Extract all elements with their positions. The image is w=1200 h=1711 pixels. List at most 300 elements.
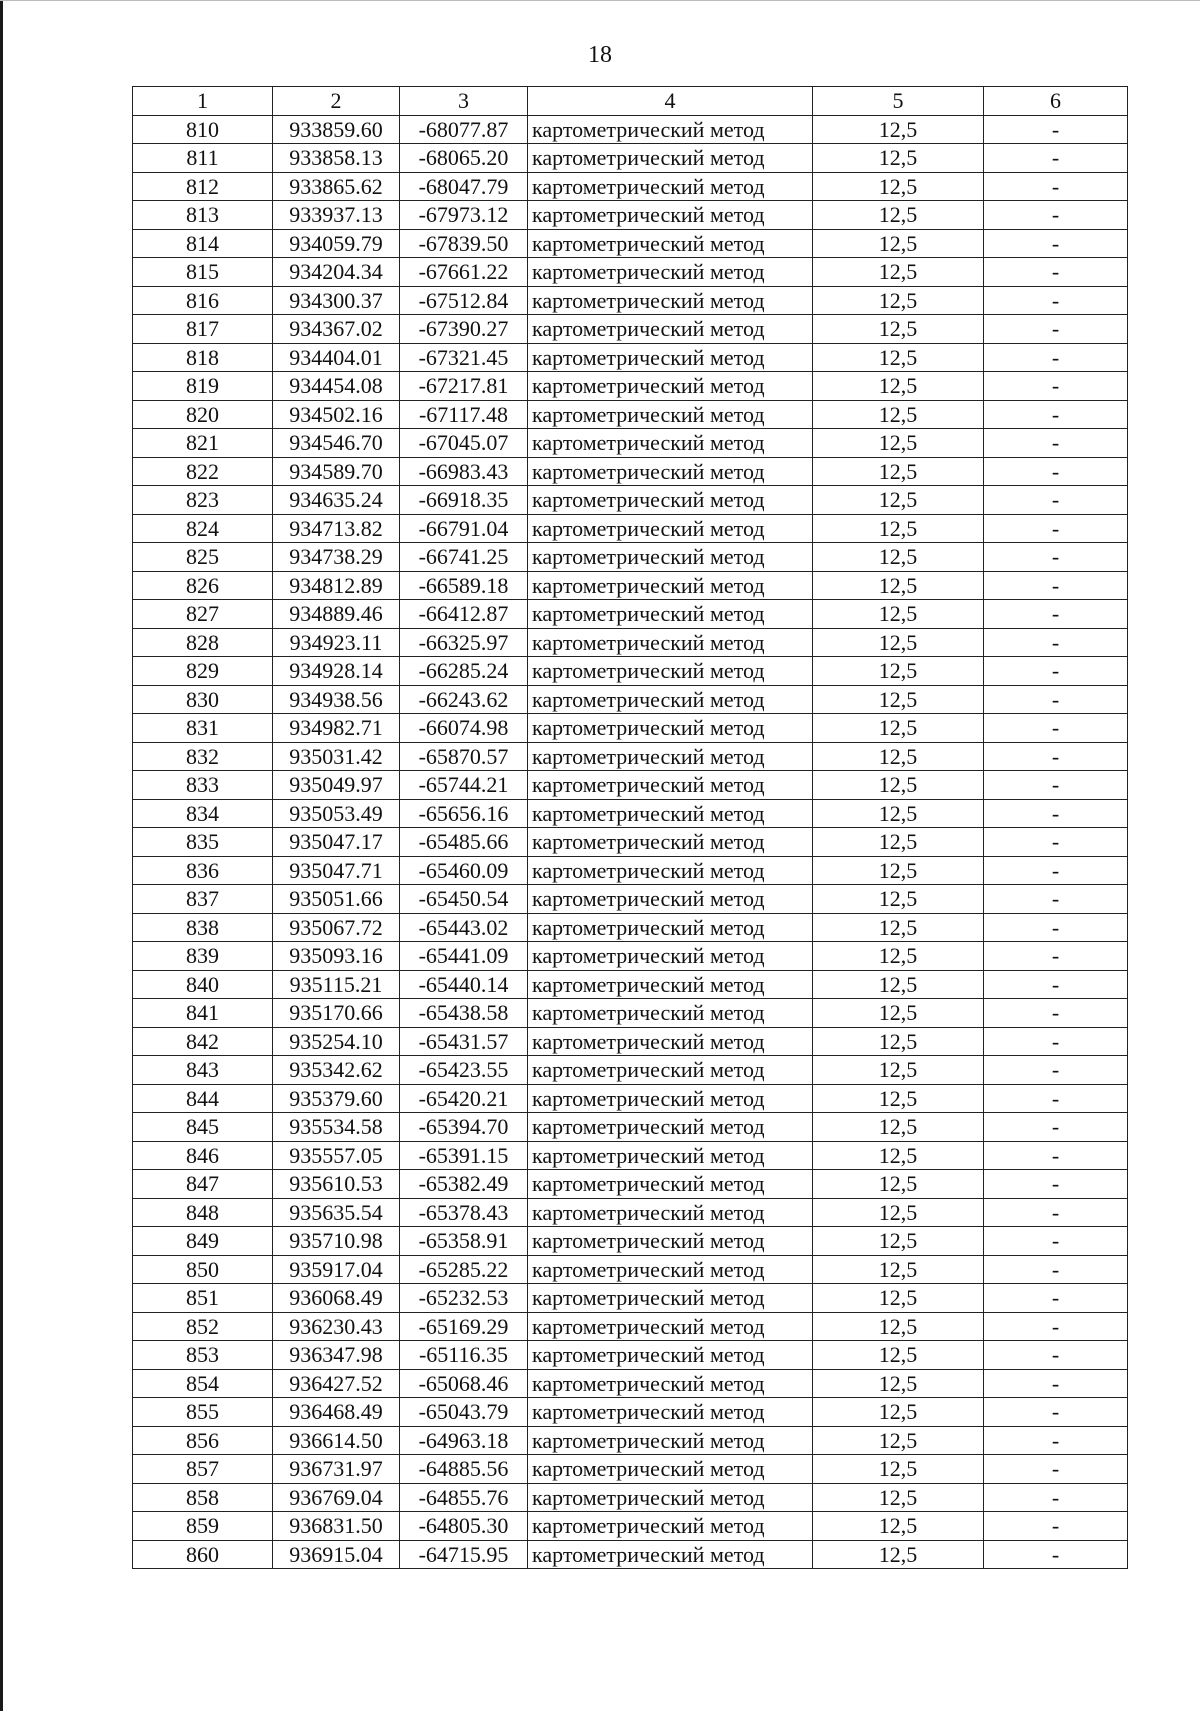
- cell-note: -: [984, 1512, 1128, 1541]
- table-row: [133, 258, 1128, 287]
- cell-note: -: [984, 201, 1128, 230]
- cell-x-coordinate: 935067.72: [273, 913, 400, 942]
- cell-point-number: 850: [133, 1255, 273, 1284]
- cell-method: картометрический метод: [528, 600, 813, 629]
- cell-y-coordinate: -68065.20: [400, 144, 528, 173]
- cell-method: картометрический метод: [528, 486, 813, 515]
- cell-x-coordinate: 936915.04: [273, 1540, 400, 1569]
- cell-y-coordinate: -65485.66: [400, 828, 528, 857]
- cell-method: картометрический метод: [528, 771, 813, 800]
- cell-x-coordinate: 936468.49: [273, 1398, 400, 1427]
- cell-x-coordinate: 934404.01: [273, 343, 400, 372]
- cell-x-coordinate: 935557.05: [273, 1141, 400, 1170]
- table-row: [133, 1198, 1128, 1227]
- table-row: [133, 457, 1128, 486]
- cell-x-coordinate: 935047.71: [273, 856, 400, 885]
- cell-y-coordinate: -66325.97: [400, 628, 528, 657]
- cell-y-coordinate: -65043.79: [400, 1398, 528, 1427]
- cell-y-coordinate: -64885.56: [400, 1455, 528, 1484]
- cell-x-coordinate: 934923.11: [273, 628, 400, 657]
- cell-method: картометрический метод: [528, 685, 813, 714]
- cell-y-coordinate: -64963.18: [400, 1426, 528, 1455]
- cell-y-coordinate: -67390.27: [400, 315, 528, 344]
- cell-point-number: 820: [133, 400, 273, 429]
- cell-point-number: 827: [133, 600, 273, 629]
- cell-x-coordinate: 935031.42: [273, 742, 400, 771]
- cell-accuracy: 12,5: [813, 486, 984, 515]
- cell-method: картометрический метод: [528, 1284, 813, 1313]
- cell-x-coordinate: 935051.66: [273, 885, 400, 914]
- cell-accuracy: 12,5: [813, 885, 984, 914]
- table-row: [133, 600, 1128, 629]
- column-header-4: 4: [528, 87, 813, 116]
- cell-x-coordinate: 934204.34: [273, 258, 400, 287]
- cell-method: картометрический метод: [528, 372, 813, 401]
- cell-point-number: 814: [133, 229, 273, 258]
- table-row: [133, 799, 1128, 828]
- table-row: [133, 942, 1128, 971]
- cell-method: картометрический метод: [528, 343, 813, 372]
- cell-x-coordinate: 935093.16: [273, 942, 400, 971]
- cell-note: -: [984, 657, 1128, 686]
- column-header-3: 3: [400, 87, 528, 116]
- cell-method: картометрический метод: [528, 1170, 813, 1199]
- cell-note: -: [984, 486, 1128, 515]
- table-row: [133, 1341, 1128, 1370]
- cell-accuracy: 12,5: [813, 685, 984, 714]
- cell-method: картометрический метод: [528, 201, 813, 230]
- cell-x-coordinate: 936614.50: [273, 1426, 400, 1455]
- cell-y-coordinate: -65438.58: [400, 999, 528, 1028]
- cell-accuracy: 12,5: [813, 1426, 984, 1455]
- cell-point-number: 847: [133, 1170, 273, 1199]
- cell-point-number: 819: [133, 372, 273, 401]
- cell-x-coordinate: 935049.97: [273, 771, 400, 800]
- cell-y-coordinate: -68077.87: [400, 115, 528, 144]
- table-row: [133, 1483, 1128, 1512]
- column-header-2: 2: [273, 87, 400, 116]
- cell-note: -: [984, 514, 1128, 543]
- cell-accuracy: 12,5: [813, 1141, 984, 1170]
- cell-method: картометрический метод: [528, 742, 813, 771]
- cell-method: картометрический метод: [528, 970, 813, 999]
- cell-y-coordinate: -65382.49: [400, 1170, 528, 1199]
- cell-point-number: 856: [133, 1426, 273, 1455]
- cell-point-number: 839: [133, 942, 273, 971]
- cell-accuracy: 12,5: [813, 1027, 984, 1056]
- cell-accuracy: 12,5: [813, 742, 984, 771]
- cell-point-number: 815: [133, 258, 273, 287]
- cell-point-number: 849: [133, 1227, 273, 1256]
- cell-note: -: [984, 115, 1128, 144]
- cell-note: -: [984, 343, 1128, 372]
- cell-y-coordinate: -67321.45: [400, 343, 528, 372]
- cell-accuracy: 12,5: [813, 172, 984, 201]
- cell-note: -: [984, 828, 1128, 857]
- cell-x-coordinate: 934738.29: [273, 543, 400, 572]
- table-row: [133, 1084, 1128, 1113]
- cell-point-number: 834: [133, 799, 273, 828]
- cell-note: -: [984, 1170, 1128, 1199]
- column-header-5: 5: [813, 87, 984, 116]
- cell-accuracy: 12,5: [813, 258, 984, 287]
- cell-accuracy: 12,5: [813, 1170, 984, 1199]
- cell-accuracy: 12,5: [813, 571, 984, 600]
- cell-x-coordinate: 936731.97: [273, 1455, 400, 1484]
- cell-point-number: 853: [133, 1341, 273, 1370]
- cell-point-number: 838: [133, 913, 273, 942]
- cell-accuracy: 12,5: [813, 315, 984, 344]
- cell-note: -: [984, 1341, 1128, 1370]
- cell-accuracy: 12,5: [813, 1056, 984, 1085]
- table-row: [133, 514, 1128, 543]
- cell-note: -: [984, 172, 1128, 201]
- cell-point-number: 818: [133, 343, 273, 372]
- cell-note: -: [984, 1056, 1128, 1085]
- cell-point-number: 852: [133, 1312, 273, 1341]
- cell-y-coordinate: -67661.22: [400, 258, 528, 287]
- cell-point-number: 841: [133, 999, 273, 1028]
- table-row: [133, 1284, 1128, 1313]
- cell-method: картометрический метод: [528, 571, 813, 600]
- cell-x-coordinate: 933865.62: [273, 172, 400, 201]
- cell-method: картометрический метод: [528, 913, 813, 942]
- cell-accuracy: 12,5: [813, 942, 984, 971]
- cell-method: картометрический метод: [528, 1369, 813, 1398]
- cell-method: картометрический метод: [528, 999, 813, 1028]
- table-row: [133, 771, 1128, 800]
- cell-note: -: [984, 1227, 1128, 1256]
- cell-point-number: 833: [133, 771, 273, 800]
- cell-accuracy: 12,5: [813, 600, 984, 629]
- cell-y-coordinate: -65423.55: [400, 1056, 528, 1085]
- cell-accuracy: 12,5: [813, 400, 984, 429]
- cell-x-coordinate: 936230.43: [273, 1312, 400, 1341]
- cell-method: картометрический метод: [528, 1198, 813, 1227]
- cell-point-number: 817: [133, 315, 273, 344]
- cell-method: картометрический метод: [528, 1540, 813, 1569]
- cell-accuracy: 12,5: [813, 429, 984, 458]
- table-row: [133, 999, 1128, 1028]
- cell-x-coordinate: 935047.17: [273, 828, 400, 857]
- table-row: [133, 172, 1128, 201]
- cell-note: -: [984, 571, 1128, 600]
- cell-x-coordinate: 936347.98: [273, 1341, 400, 1370]
- cell-point-number: 832: [133, 742, 273, 771]
- cell-x-coordinate: 934713.82: [273, 514, 400, 543]
- table-header-row: [133, 87, 1128, 116]
- cell-x-coordinate: 935610.53: [273, 1170, 400, 1199]
- cell-note: -: [984, 685, 1128, 714]
- cell-method: картометрический метод: [528, 1113, 813, 1142]
- table-row: [133, 628, 1128, 657]
- cell-x-coordinate: 934938.56: [273, 685, 400, 714]
- cell-point-number: 811: [133, 144, 273, 173]
- cell-y-coordinate: -67117.48: [400, 400, 528, 429]
- cell-method: картометрический метод: [528, 1341, 813, 1370]
- cell-note: -: [984, 856, 1128, 885]
- cell-x-coordinate: 934982.71: [273, 714, 400, 743]
- cell-y-coordinate: -66412.87: [400, 600, 528, 629]
- cell-y-coordinate: -65656.16: [400, 799, 528, 828]
- table-row: [133, 1027, 1128, 1056]
- table-row: [133, 1312, 1128, 1341]
- cell-method: картометрический метод: [528, 1255, 813, 1284]
- table-row: [133, 229, 1128, 258]
- cell-note: -: [984, 1426, 1128, 1455]
- table-row: [133, 486, 1128, 515]
- cell-y-coordinate: -65440.14: [400, 970, 528, 999]
- cell-point-number: 821: [133, 429, 273, 458]
- cell-method: картометрический метод: [528, 543, 813, 572]
- cell-method: картометрический метод: [528, 657, 813, 686]
- cell-note: -: [984, 1312, 1128, 1341]
- table-row: [133, 201, 1128, 230]
- cell-note: -: [984, 628, 1128, 657]
- cell-y-coordinate: -65744.21: [400, 771, 528, 800]
- cell-note: -: [984, 999, 1128, 1028]
- cell-x-coordinate: 935379.60: [273, 1084, 400, 1113]
- table-row: [133, 115, 1128, 144]
- cell-accuracy: 12,5: [813, 1284, 984, 1313]
- table-row: [133, 1056, 1128, 1085]
- cell-accuracy: 12,5: [813, 286, 984, 315]
- cell-method: картометрический метод: [528, 115, 813, 144]
- table-row: [133, 429, 1128, 458]
- cell-note: -: [984, 258, 1128, 287]
- cell-point-number: 843: [133, 1056, 273, 1085]
- cell-method: картометрический метод: [528, 144, 813, 173]
- table-row: [133, 1512, 1128, 1541]
- cell-x-coordinate: 935710.98: [273, 1227, 400, 1256]
- cell-note: -: [984, 742, 1128, 771]
- cell-method: картометрический метод: [528, 400, 813, 429]
- cell-accuracy: 12,5: [813, 1341, 984, 1370]
- cell-method: картометрический метод: [528, 799, 813, 828]
- table-row: [133, 1369, 1128, 1398]
- cell-note: -: [984, 315, 1128, 344]
- cell-accuracy: 12,5: [813, 115, 984, 144]
- cell-point-number: 857: [133, 1455, 273, 1484]
- table-row: [133, 1141, 1128, 1170]
- cell-method: картометрический метод: [528, 429, 813, 458]
- cell-point-number: 823: [133, 486, 273, 515]
- table-row: [133, 543, 1128, 572]
- cell-accuracy: 12,5: [813, 657, 984, 686]
- cell-x-coordinate: 935115.21: [273, 970, 400, 999]
- cell-method: картометрический метод: [528, 1227, 813, 1256]
- cell-x-coordinate: 934928.14: [273, 657, 400, 686]
- cell-accuracy: 12,5: [813, 514, 984, 543]
- cell-x-coordinate: 934502.16: [273, 400, 400, 429]
- coordinates-table: [132, 86, 1128, 1569]
- table-row: [133, 714, 1128, 743]
- cell-note: -: [984, 1398, 1128, 1427]
- cell-note: -: [984, 1084, 1128, 1113]
- cell-y-coordinate: -67973.12: [400, 201, 528, 230]
- cell-y-coordinate: -64805.30: [400, 1512, 528, 1541]
- cell-x-coordinate: 933937.13: [273, 201, 400, 230]
- cell-point-number: 858: [133, 1483, 273, 1512]
- cell-note: -: [984, 885, 1128, 914]
- cell-note: -: [984, 1483, 1128, 1512]
- cell-x-coordinate: 936427.52: [273, 1369, 400, 1398]
- cell-method: картометрический метод: [528, 1084, 813, 1113]
- cell-x-coordinate: 936831.50: [273, 1512, 400, 1541]
- cell-note: -: [984, 970, 1128, 999]
- table-row: [133, 1170, 1128, 1199]
- cell-y-coordinate: -66589.18: [400, 571, 528, 600]
- cell-method: картометрический метод: [528, 1398, 813, 1427]
- cell-accuracy: 12,5: [813, 1398, 984, 1427]
- table-row: [133, 828, 1128, 857]
- cell-point-number: 812: [133, 172, 273, 201]
- cell-method: картометрический метод: [528, 628, 813, 657]
- cell-y-coordinate: -65068.46: [400, 1369, 528, 1398]
- cell-y-coordinate: -66918.35: [400, 486, 528, 515]
- cell-note: -: [984, 1113, 1128, 1142]
- table-row: [133, 1227, 1128, 1256]
- table-row: [133, 315, 1128, 344]
- cell-x-coordinate: 936769.04: [273, 1483, 400, 1512]
- cell-accuracy: 12,5: [813, 1512, 984, 1541]
- cell-note: -: [984, 144, 1128, 173]
- cell-y-coordinate: -65169.29: [400, 1312, 528, 1341]
- cell-method: картометрический метод: [528, 258, 813, 287]
- cell-y-coordinate: -65285.22: [400, 1255, 528, 1284]
- cell-method: картометрический метод: [528, 315, 813, 344]
- cell-y-coordinate: -65443.02: [400, 913, 528, 942]
- cell-point-number: 840: [133, 970, 273, 999]
- cell-y-coordinate: -65394.70: [400, 1113, 528, 1142]
- cell-x-coordinate: 934589.70: [273, 457, 400, 486]
- cell-accuracy: 12,5: [813, 1483, 984, 1512]
- cell-x-coordinate: 934300.37: [273, 286, 400, 315]
- cell-y-coordinate: -65116.35: [400, 1341, 528, 1370]
- cell-x-coordinate: 935254.10: [273, 1027, 400, 1056]
- cell-accuracy: 12,5: [813, 999, 984, 1028]
- cell-y-coordinate: -65358.91: [400, 1227, 528, 1256]
- cell-method: картометрический метод: [528, 1056, 813, 1085]
- cell-x-coordinate: 935342.62: [273, 1056, 400, 1085]
- cell-x-coordinate: 934454.08: [273, 372, 400, 401]
- cell-point-number: 822: [133, 457, 273, 486]
- table-row: [133, 742, 1128, 771]
- cell-accuracy: 12,5: [813, 144, 984, 173]
- cell-y-coordinate: -66285.24: [400, 657, 528, 686]
- cell-point-number: 845: [133, 1113, 273, 1142]
- table-row: [133, 1398, 1128, 1427]
- cell-method: картометрический метод: [528, 828, 813, 857]
- cell-note: -: [984, 286, 1128, 315]
- cell-note: -: [984, 457, 1128, 486]
- cell-point-number: 859: [133, 1512, 273, 1541]
- cell-method: картометрический метод: [528, 885, 813, 914]
- cell-accuracy: 12,5: [813, 856, 984, 885]
- cell-point-number: 828: [133, 628, 273, 657]
- cell-point-number: 848: [133, 1198, 273, 1227]
- table-row: [133, 1255, 1128, 1284]
- cell-x-coordinate: 935635.54: [273, 1198, 400, 1227]
- table-row: [133, 913, 1128, 942]
- cell-accuracy: 12,5: [813, 1540, 984, 1569]
- page-number: 18: [588, 42, 612, 68]
- cell-x-coordinate: 933858.13: [273, 144, 400, 173]
- cell-note: -: [984, 942, 1128, 971]
- table-row: [133, 685, 1128, 714]
- cell-method: картометрический метод: [528, 1512, 813, 1541]
- cell-note: -: [984, 1027, 1128, 1056]
- column-header-1: 1: [133, 87, 273, 116]
- cell-note: -: [984, 1284, 1128, 1313]
- cell-point-number: 854: [133, 1369, 273, 1398]
- cell-y-coordinate: -67045.07: [400, 429, 528, 458]
- cell-point-number: 836: [133, 856, 273, 885]
- cell-point-number: 826: [133, 571, 273, 600]
- cell-y-coordinate: -65232.53: [400, 1284, 528, 1313]
- cell-method: картометрический метод: [528, 1483, 813, 1512]
- cell-method: картометрический метод: [528, 1426, 813, 1455]
- cell-x-coordinate: 934059.79: [273, 229, 400, 258]
- cell-note: -: [984, 229, 1128, 258]
- cell-y-coordinate: -65420.21: [400, 1084, 528, 1113]
- cell-note: -: [984, 1255, 1128, 1284]
- cell-note: -: [984, 1455, 1128, 1484]
- cell-point-number: 837: [133, 885, 273, 914]
- cell-method: картометрический метод: [528, 1141, 813, 1170]
- cell-method: картометрический метод: [528, 1312, 813, 1341]
- table-row: [133, 1426, 1128, 1455]
- cell-accuracy: 12,5: [813, 828, 984, 857]
- cell-accuracy: 12,5: [813, 543, 984, 572]
- cell-point-number: 860: [133, 1540, 273, 1569]
- cell-point-number: 825: [133, 543, 273, 572]
- cell-x-coordinate: 934546.70: [273, 429, 400, 458]
- cell-y-coordinate: -65431.57: [400, 1027, 528, 1056]
- cell-x-coordinate: 935170.66: [273, 999, 400, 1028]
- table-row: [133, 1540, 1128, 1569]
- cell-y-coordinate: -64855.76: [400, 1483, 528, 1512]
- cell-note: -: [984, 913, 1128, 942]
- cell-accuracy: 12,5: [813, 372, 984, 401]
- table-row: [133, 1455, 1128, 1484]
- cell-y-coordinate: -65460.09: [400, 856, 528, 885]
- cell-note: -: [984, 1369, 1128, 1398]
- table-row: [133, 657, 1128, 686]
- cell-y-coordinate: -66243.62: [400, 685, 528, 714]
- table-row: [133, 1113, 1128, 1142]
- cell-x-coordinate: 933859.60: [273, 115, 400, 144]
- cell-y-coordinate: -66983.43: [400, 457, 528, 486]
- cell-accuracy: 12,5: [813, 913, 984, 942]
- cell-accuracy: 12,5: [813, 1255, 984, 1284]
- cell-y-coordinate: -64715.95: [400, 1540, 528, 1569]
- cell-note: -: [984, 714, 1128, 743]
- cell-note: -: [984, 799, 1128, 828]
- table-row: [133, 970, 1128, 999]
- cell-y-coordinate: -67217.81: [400, 372, 528, 401]
- cell-accuracy: 12,5: [813, 1312, 984, 1341]
- cell-y-coordinate: -65870.57: [400, 742, 528, 771]
- cell-point-number: 830: [133, 685, 273, 714]
- cell-point-number: 851: [133, 1284, 273, 1313]
- cell-point-number: 835: [133, 828, 273, 857]
- cell-x-coordinate: 935534.58: [273, 1113, 400, 1142]
- cell-x-coordinate: 934812.89: [273, 571, 400, 600]
- cell-accuracy: 12,5: [813, 1369, 984, 1398]
- cell-method: картометрический метод: [528, 457, 813, 486]
- cell-y-coordinate: -65391.15: [400, 1141, 528, 1170]
